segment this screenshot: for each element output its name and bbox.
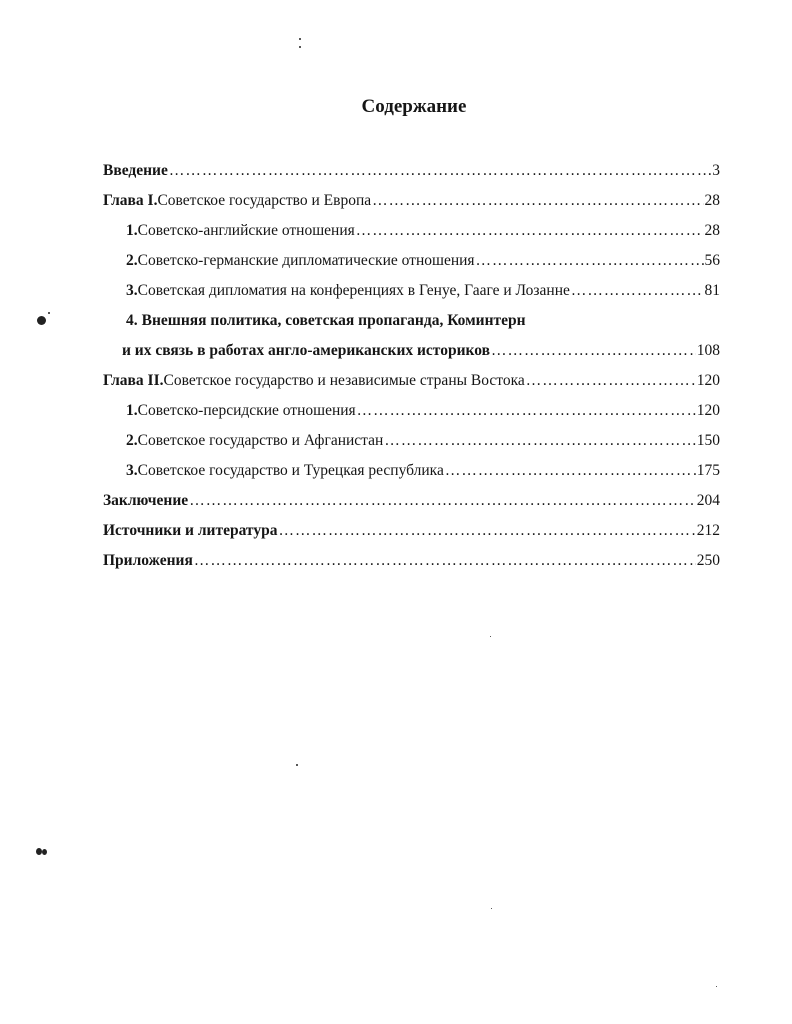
toc-entry-section-2-2: [126, 430, 720, 460]
scan-speck: [37, 316, 46, 325]
toc-entry-intro: [103, 160, 720, 190]
toc-entry-section-2-1: [126, 400, 720, 430]
toc-entry-section-1-2: [126, 250, 720, 280]
dot-leader: [445, 460, 696, 482]
toc-entry-title: Приложения: [103, 552, 193, 569]
toc-entry-title: Советско-персидские отношения: [137, 402, 356, 419]
toc-entry-section-1-1: [126, 220, 720, 250]
toc-entry-conclusion: [103, 490, 720, 520]
dot-leader: [571, 280, 704, 302]
page-title: Содержание: [361, 96, 467, 117]
toc-page-number: 212: [696, 522, 720, 539]
toc-entry-title: Заключение: [103, 492, 189, 509]
toc-entry-section-2-3: [126, 460, 720, 490]
dot-leader: [169, 160, 711, 182]
toc-page-number: 175: [696, 462, 720, 479]
toc-entry-section-1-4: [126, 310, 720, 340]
table-of-contents: [103, 160, 720, 580]
toc-entry-title: Советское государство и независимые страны Востока: [163, 372, 525, 389]
dot-leader: [384, 430, 695, 452]
section-number: 2.: [126, 252, 138, 269]
toc-entry-title: и их связь в работах англо-американских историков: [122, 342, 490, 359]
toc-entry-sources: [103, 520, 720, 550]
toc-entry-chapter-1: [103, 190, 720, 220]
dot-leader: [372, 190, 703, 212]
toc-entry-title: Внешняя политика, советская пропаганда, Коминтерн: [141, 312, 526, 329]
toc-entry-title: Советское государство и Афганистан: [137, 432, 384, 449]
section-number: 3.: [126, 462, 138, 479]
toc-page-number: 150: [696, 432, 720, 449]
chapter-label: Глава II.: [103, 372, 164, 389]
toc-entry-title: Советская дипломатия на конференциях в Генуе, Гааге и Лозанне: [137, 282, 570, 299]
toc-page-number: 81: [704, 282, 720, 299]
scan-speck: [299, 46, 301, 48]
dot-leader: [476, 250, 704, 272]
toc-entry-title: Советское государство и Турецкая республика: [137, 462, 444, 479]
dot-leader: [278, 520, 695, 542]
dot-leader: [194, 550, 696, 572]
dot-leader: [526, 370, 696, 392]
section-number: 2.: [126, 432, 138, 449]
section-number: 1.: [126, 222, 138, 239]
dot-leader: [357, 400, 696, 422]
toc-entry-title: Советско-английские отношения: [137, 222, 355, 239]
section-number: 4.: [126, 312, 138, 329]
chapter-label: Глава I.: [103, 192, 158, 209]
scan-speck: [299, 38, 301, 40]
toc-page-number: 28: [704, 192, 720, 209]
dot-leader: [356, 220, 704, 242]
scan-speck: [42, 849, 47, 855]
toc-entry-title: Введение: [103, 162, 168, 179]
toc-page-number: 204: [696, 492, 720, 509]
scan-speck: [48, 312, 50, 314]
scan-speck: [716, 986, 717, 987]
toc-page-number: 250: [696, 552, 720, 569]
toc-page-number: 120: [696, 402, 720, 419]
dot-leader: [491, 340, 696, 362]
toc-page-number: 3: [712, 162, 720, 179]
section-number: 3.: [126, 282, 138, 299]
toc-page-number: 120: [696, 372, 720, 389]
scan-speck: [296, 764, 298, 766]
scan-speck: [490, 636, 491, 637]
dot-leader: [189, 490, 696, 512]
toc-entry-section-1-3: [126, 280, 720, 310]
toc-page-number: 108: [696, 342, 720, 359]
toc-page-number: 56: [704, 252, 720, 269]
toc-entry-title: Советско-германские дипломатические отношения: [137, 252, 475, 269]
toc-entry-appendix: [103, 550, 720, 580]
toc-entry-section-1-4-continued: [122, 340, 720, 370]
section-number: 1.: [126, 402, 138, 419]
toc-page-number: 28: [704, 222, 720, 239]
scan-speck: [491, 908, 492, 909]
toc-entry-title: Советское государство и Европа: [157, 192, 372, 209]
toc-entry-title: Источники и литература: [103, 522, 278, 539]
toc-entry-chapter-2: [103, 370, 720, 400]
